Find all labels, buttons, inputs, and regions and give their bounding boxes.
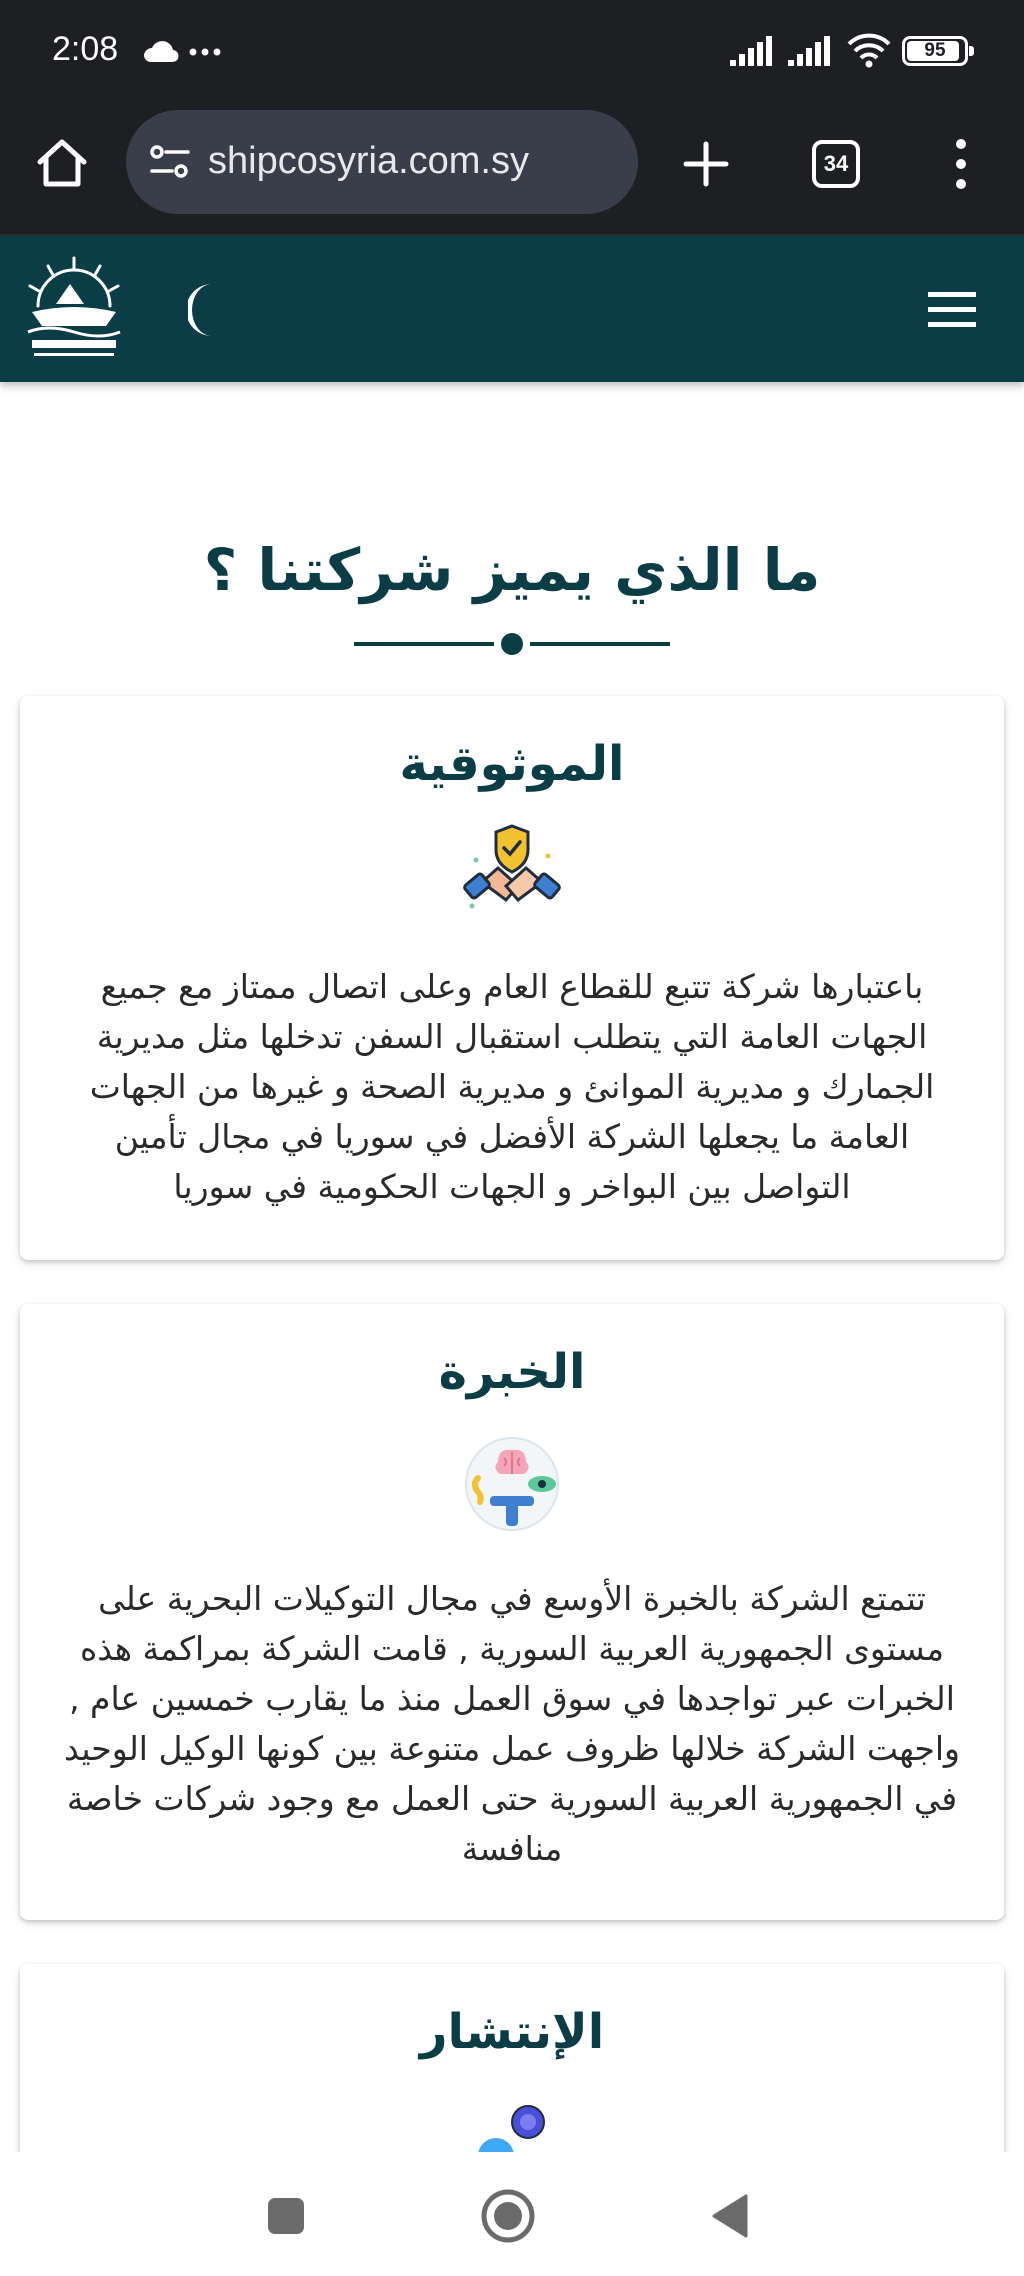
url-text: shipcosyria.com.sy bbox=[208, 140, 529, 182]
dark-mode-toggle-icon[interactable] bbox=[188, 280, 244, 340]
status-bar bbox=[0, 0, 1024, 104]
site-settings-icon[interactable] bbox=[148, 142, 192, 182]
card-title: الموثوقية bbox=[399, 736, 625, 792]
hamburger-menu-icon[interactable] bbox=[926, 290, 978, 330]
feature-card-experience bbox=[20, 1304, 1004, 1920]
home-icon[interactable] bbox=[32, 134, 92, 194]
home-nav-icon[interactable] bbox=[480, 2188, 536, 2244]
wifi-icon bbox=[846, 32, 892, 68]
card-title: الإنتشار bbox=[419, 2004, 605, 2060]
brain-senses-icon bbox=[462, 1434, 562, 1534]
feature-card-reliability bbox=[20, 696, 1004, 1260]
handshake-shield-icon bbox=[462, 820, 562, 920]
back-nav-icon[interactable] bbox=[710, 2192, 750, 2240]
browser-toolbar bbox=[0, 104, 1024, 236]
card-description: تتمتع الشركة بالخبرة الأوسع في مجال التوكيلات البحرية على مستوى الجمهورية العربية السورية , قامت الشركة بمراكمة هذه الخبرات عبر تواجدها في سوق العمل منذ ما يقارب خمسين عام , واجهت الشركة خلالها ظروف عمل متنوعة بين كونها الوكيل الوحيد في الجمهورية العربية السورية حتى العمل مع وجود شركات خاصة منافسة bbox=[64, 1579, 960, 1868]
cloud-icon bbox=[140, 32, 230, 68]
signal-icon bbox=[728, 32, 780, 68]
new-tab-icon[interactable] bbox=[681, 139, 731, 189]
recent-apps-icon[interactable] bbox=[266, 2196, 306, 2236]
more-options-icon[interactable] bbox=[951, 136, 971, 192]
battery-indicator bbox=[902, 36, 968, 66]
shipco-logo[interactable] bbox=[18, 254, 130, 364]
address-bar[interactable] bbox=[126, 110, 638, 214]
section-title: ما الذي يميز شركتنا ؟ bbox=[203, 536, 821, 604]
title-divider bbox=[354, 628, 670, 658]
card-title: الخبرة bbox=[438, 1344, 586, 1400]
tab-switcher-button[interactable]: 34 bbox=[812, 140, 860, 188]
battery-level: 95 bbox=[924, 40, 946, 61]
card-description: باعتبارها شركة تتبع للقطاع العام وعلى اتصال ممتاز مع جميع الجهات العامة التي يتطلب استقبال السفن تدخلها مثل مديرية الجمارك و مديرية الموانئ و مديرية الصحة و غيرها من الجهات العامة ما يجعلها الشركة الأفضل في سوريا في مجال تأمين التواصل بين البواخر و الجهات الحكومية في سوريا bbox=[89, 967, 935, 1206]
site-header bbox=[0, 236, 1024, 382]
status-time: 2:08 bbox=[52, 30, 119, 68]
signal-icon-2 bbox=[786, 32, 838, 68]
system-nav-bar bbox=[0, 2152, 1024, 2276]
